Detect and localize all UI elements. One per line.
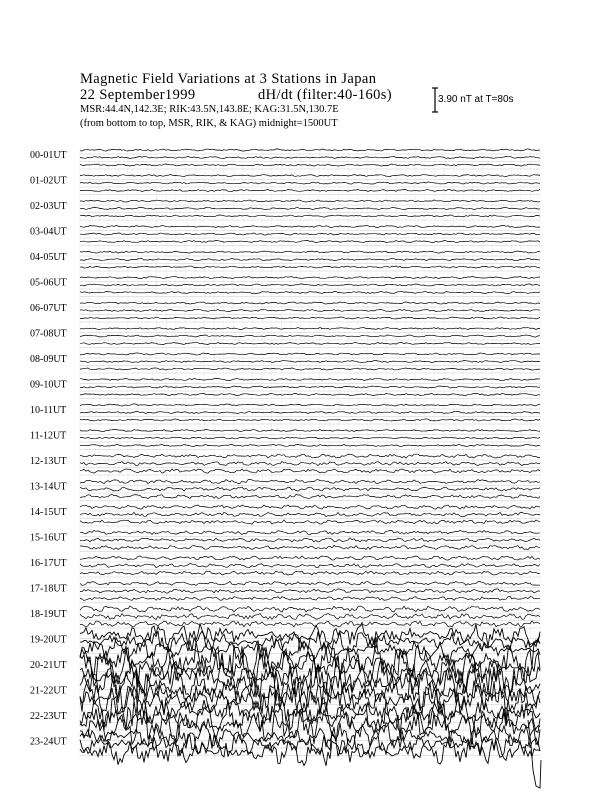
hour-label: 14-15UT — [30, 507, 67, 518]
chart-stations: MSR:44.4N,142.3E; RIK:43.5N,143.8E; KAG:31.5N,130.7E — [80, 104, 339, 115]
hour-label: 01-02UT — [30, 175, 67, 187]
hour-label: 22-23UT — [30, 711, 67, 722]
hour-label: 09-10UT — [30, 379, 67, 391]
hour-label: 03-04UT — [30, 226, 67, 238]
hour-label: 07-08UT — [30, 328, 67, 340]
hour-label: 10-11UT — [30, 405, 67, 416]
chart-title: Magnetic Field Variations at 3 Stations in Japan — [80, 71, 377, 87]
hour-label: 12-13UT — [30, 456, 67, 467]
hour-label: 05-06UT — [30, 277, 67, 289]
hour-label: 15-16UT — [30, 532, 67, 544]
scale-label: 3.90 nT at T=80s — [438, 94, 514, 105]
hour-label: 11-12UT — [30, 430, 67, 442]
hour-label: 20-21UT — [30, 660, 67, 671]
hour-label: 04-05UT — [30, 252, 67, 263]
hour-label: 08-09UT — [30, 354, 67, 365]
chart-order-note: (from bottom to top, MSR, RIK, & KAG) midnight=1500UT — [80, 118, 338, 129]
hour-label: 23-24UT — [30, 736, 67, 748]
hour-label: 17-18UT — [30, 583, 67, 595]
hour-label: 06-07UT — [30, 303, 67, 314]
hour-label: 13-14UT — [30, 481, 67, 493]
hour-label: 21-22UT — [30, 685, 67, 697]
chart-date: 22 September1999 — [80, 87, 196, 103]
hour-label: 19-20UT — [30, 634, 67, 646]
chart-quantity: dH/dt (filter:40-160s) — [258, 87, 393, 103]
hour-label: 02-03UT — [30, 201, 67, 212]
hour-label: 00-01UT — [30, 150, 67, 161]
hour-label: 18-19UT — [30, 609, 67, 620]
hour-label: 16-17UT — [30, 558, 67, 569]
